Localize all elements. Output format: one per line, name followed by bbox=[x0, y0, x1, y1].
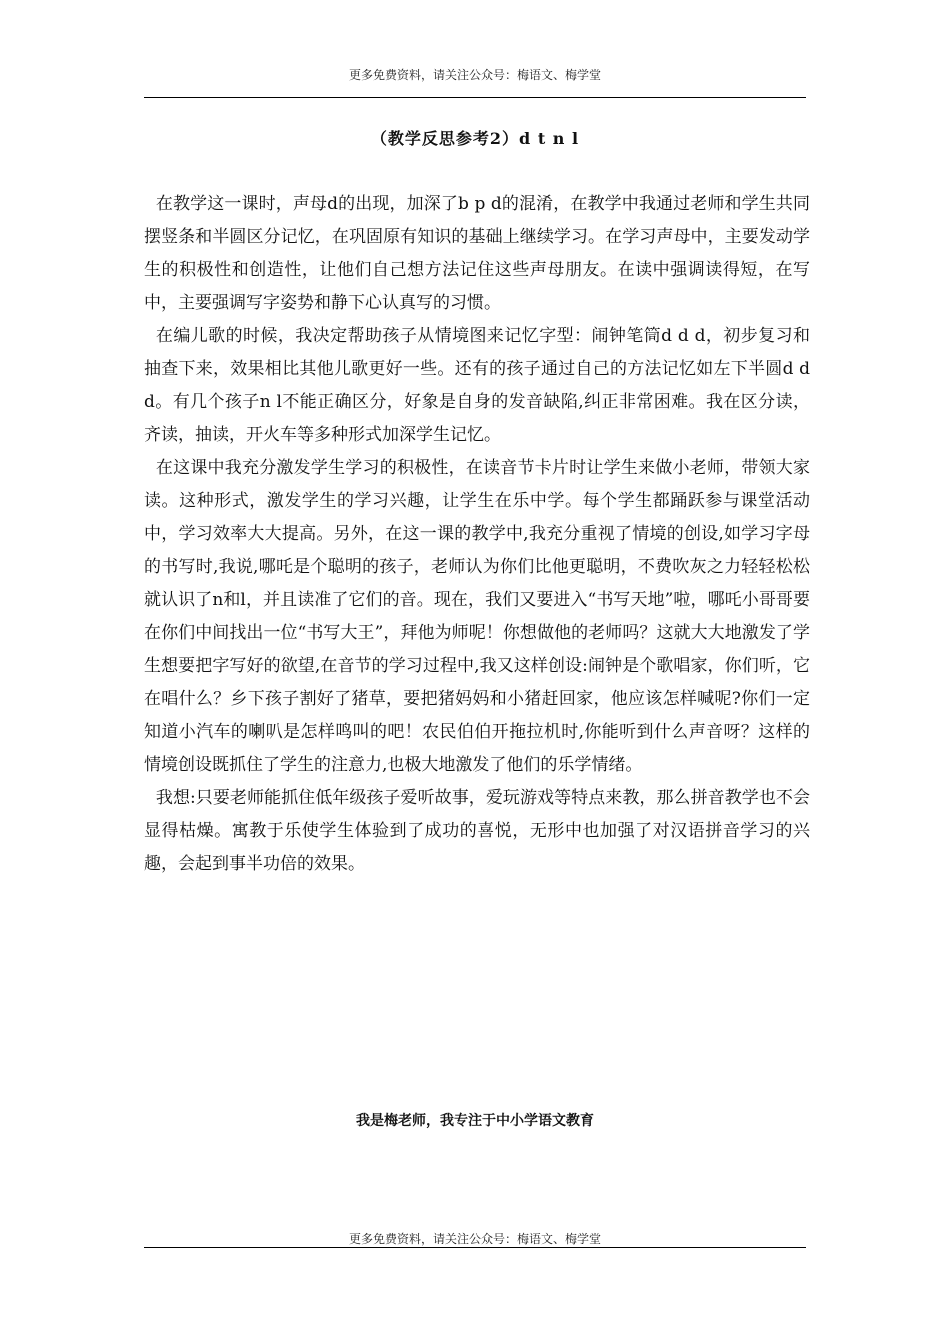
page-footer: 更多免费资料，请关注公众号：梅语文、梅学堂 bbox=[348, 1232, 601, 1246]
document-title: （教学反思参考2）d t n l bbox=[370, 129, 580, 148]
paragraph-2: 在编儿歌的时候，我决定帮助孩子从情境图来记忆字型：闹钟笔筒d d d，初步复习和抽查下来，效果相比其他儿歌更好一些。还有的孩子通过自己的方法记忆如左下半圆d d d。有几个孩子n l不能正确区分，好象是自身的发音缺陷,纠正非常困难。我在区分读，齐读，抽读，开火车等多种形式加深学生记忆。 bbox=[144, 326, 810, 445]
page-header: 更多免费资料，请关注公众号：梅语文、梅学堂 bbox=[348, 68, 601, 82]
author-sign-off: 我是梅老师，我专注于中小学语文教育 bbox=[356, 1113, 594, 1129]
header-divider bbox=[144, 97, 806, 98]
paragraph-4: 我想:只要老师能抓住低年级孩子爱听故事，爱玩游戏等特点来教，那么拼音教学也不会显得枯燥。寓教于乐使学生体验到了成功的喜悦，无形中也加强了对汉语拼音学习的兴趣，会起到事半功倍的效果。 bbox=[144, 788, 810, 874]
footer-divider bbox=[144, 1247, 806, 1248]
document-body bbox=[144, 188, 810, 881]
paragraph-3: 在这课中我充分激发学生学习的积极性，在读音节卡片时让学生来做小老师，带领大家读。这种形式，激发学生的学习兴趣，让学生在乐中学。每个学生都踊跃参与课堂活动中，学习效率大大提高。另外，在这一课的教学中,我充分重视了情境的创设,如学习字母的书写时,我说,哪吒是个聪明的孩子，老师认为你们比他更聪明，不费吹灰之力轻轻松松就认识了n和l，并且读准了它们的音。现在，我们又要进入“书写天地”啦，哪吒小哥哥要在你们中间找出一位“书写大王”，拜他为师呢！你想做他的老师吗？这就大大地激发了学生想要把字写好的欲望,在音节的学习过程中,我又这样创设:闹钟是个歌唱家，你们听，它在唱什么？乡下孩子割好了猪草，要把猪妈妈和小猪赶回家，他应该怎样喊呢?你们一定知道小汽车的喇叭是怎样鸣叫的吧！农民伯伯开拖拉机时,你能听到什么声音呀？这样的情境创设既抓住了学生的注意力,也极大地激发了他们的乐学情绪。 bbox=[144, 458, 810, 775]
paragraph-1: 在教学这一课时，声母d的出现，加深了b p d的混淆，在教学中我通过老师和学生共同摆竖条和半圆区分记忆，在巩固原有知识的基础上继续学习。在学习声母中，主要发动学生的积极性和创造性，让他们自己想方法记住这些声母朋友。在读中强调读得短，在写中，主要强调写字姿势和静下心认真写的习惯。 bbox=[144, 194, 810, 313]
